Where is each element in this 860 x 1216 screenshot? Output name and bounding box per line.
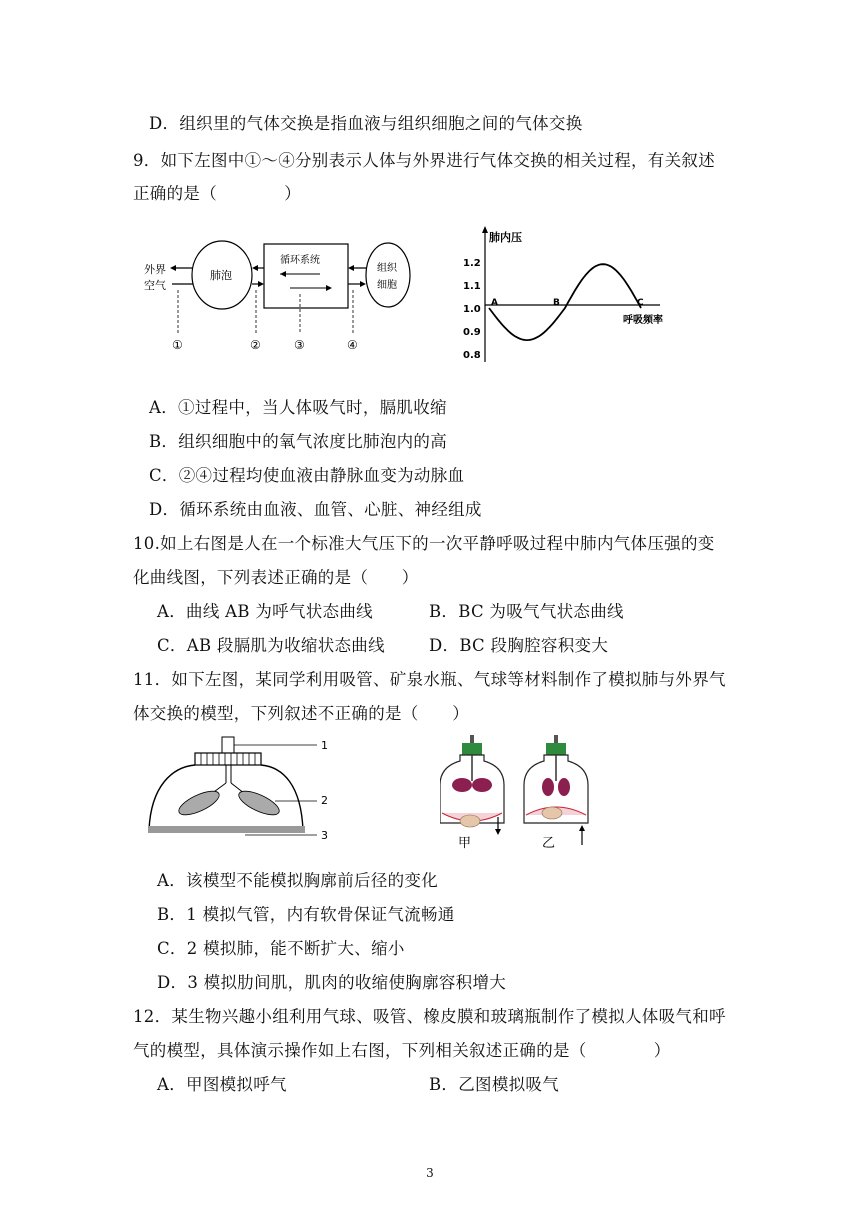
model-label-3: 3 bbox=[321, 829, 328, 842]
tissue-label-bottom: 细胞 bbox=[377, 280, 397, 291]
q10-stem-line1: 10.如上右图是人在一个标准大气压下的一次平静呼吸过程中肺内气体压强的变 bbox=[133, 534, 715, 553]
air-label-bottom: 空气 bbox=[144, 279, 166, 292]
process-label-1: ① bbox=[172, 338, 183, 352]
process-label-2: ② bbox=[250, 338, 261, 352]
point-label-a: A bbox=[491, 298, 498, 308]
jar-label-yi: 乙 bbox=[542, 836, 556, 851]
q11-option-d: D．3 模拟肋间肌，肌肉的收缩使胸廓容积增大 bbox=[157, 973, 507, 992]
y-tick-label: 1.1 bbox=[463, 281, 481, 292]
q11-stem-line1: 11．如下左图，某同学利用吸管、矿泉水瓶、气球等材料制作了模拟肺与外界气 bbox=[133, 670, 726, 689]
q11-option-b: B．1 模拟气管，内有软骨保证气流畅通 bbox=[157, 905, 455, 924]
q11-stem-line2: 体交换的模型，下列叙述不正确的是（ ） bbox=[133, 704, 469, 723]
q10-stem-line2: 化曲线图，下列表述正确的是（ ） bbox=[133, 568, 419, 587]
q11-option-a: A．该模型不能模拟胸廓前后径的变化 bbox=[157, 871, 439, 890]
alveoli-label: 肺泡 bbox=[210, 269, 232, 282]
circulation-label: 循环系统 bbox=[280, 255, 320, 266]
jar-jia bbox=[440, 735, 504, 851]
q11-option-c: C．2 模拟肺，能不断扩大、缩小 bbox=[157, 939, 405, 958]
y-axis-arrow bbox=[482, 226, 488, 233]
tissue-label-top: 组织 bbox=[377, 263, 397, 274]
q8-option-d: D．组织里的气体交换是指血液与组织细胞之间的气体交换 bbox=[149, 114, 583, 133]
q12-stem-line1: 12．某生物兴趣小组利用气球、吸管、橡皮膜和玻璃瓶制作了模拟人体吸气和呼 bbox=[133, 1007, 726, 1026]
q9-option-c: C．②④过程均使血液由静脉血变为动脉血 bbox=[149, 466, 465, 485]
model-label-1: 1 bbox=[321, 739, 328, 752]
y-tick-label: 1.2 bbox=[463, 258, 481, 269]
chart-ylabel: 肺内压 bbox=[489, 231, 522, 244]
gas-exchange-diagram bbox=[140, 232, 430, 362]
q9-stem-line2: 正确的是（ ） bbox=[133, 184, 301, 203]
pressure-curve bbox=[489, 264, 641, 340]
q12-stem-line2: 气的模型，具体演示操作如上右图，下列相关叙述正确的是（ ） bbox=[133, 1041, 671, 1060]
point-label-b: B bbox=[553, 298, 560, 308]
q12-option-a: A．甲图模拟呼气 bbox=[157, 1075, 287, 1094]
lung-pressure-chart bbox=[455, 222, 700, 372]
q10-option-b: B．BC 为吸气气状态曲线 bbox=[429, 602, 624, 621]
process-label-3: ③ bbox=[294, 338, 305, 352]
model-label-2: 2 bbox=[321, 794, 328, 807]
q12-option-b: B．乙图模拟吸气 bbox=[429, 1075, 560, 1094]
circulation-box bbox=[264, 244, 348, 308]
y-tick-label: 0.8 bbox=[463, 350, 481, 361]
bell-jar-model bbox=[145, 735, 345, 847]
jar-label-jia: 甲 bbox=[458, 836, 472, 851]
jar-models bbox=[440, 733, 590, 851]
q10-option-d: D．BC 段胸腔容积变大 bbox=[429, 636, 609, 655]
q9-option-a: A．①过程中，当人体吸气时，膈肌收缩 bbox=[149, 398, 447, 417]
jar-yi bbox=[524, 735, 588, 851]
q9-stem-line1: 9．如下左图中①～④分别表示人体与外界进行气体交换的相关过程，有关叙述 bbox=[133, 151, 715, 170]
q10-option-a: A．曲线 AB 为呼气状态曲线 bbox=[157, 602, 373, 621]
q10-option-c: C．AB 段膈肌为收缩状态曲线 bbox=[157, 636, 385, 655]
y-tick-label: 0.9 bbox=[463, 327, 481, 338]
air-label-top: 外界 bbox=[144, 263, 166, 276]
q9-option-d: D．循环系统由血液、血管、心脏、神经组成 bbox=[149, 500, 482, 519]
y-tick-label: 1.0 bbox=[463, 304, 481, 315]
process-label-4: ④ bbox=[347, 338, 358, 352]
tissue-ellipse bbox=[366, 243, 410, 307]
page-number: 3 bbox=[426, 1166, 434, 1180]
point-label-c: C bbox=[637, 298, 644, 308]
q9-option-b: B．组织细胞中的氧气浓度比肺泡内的高 bbox=[149, 432, 448, 451]
chart-xlabel: 呼吸频率 bbox=[623, 315, 663, 326]
